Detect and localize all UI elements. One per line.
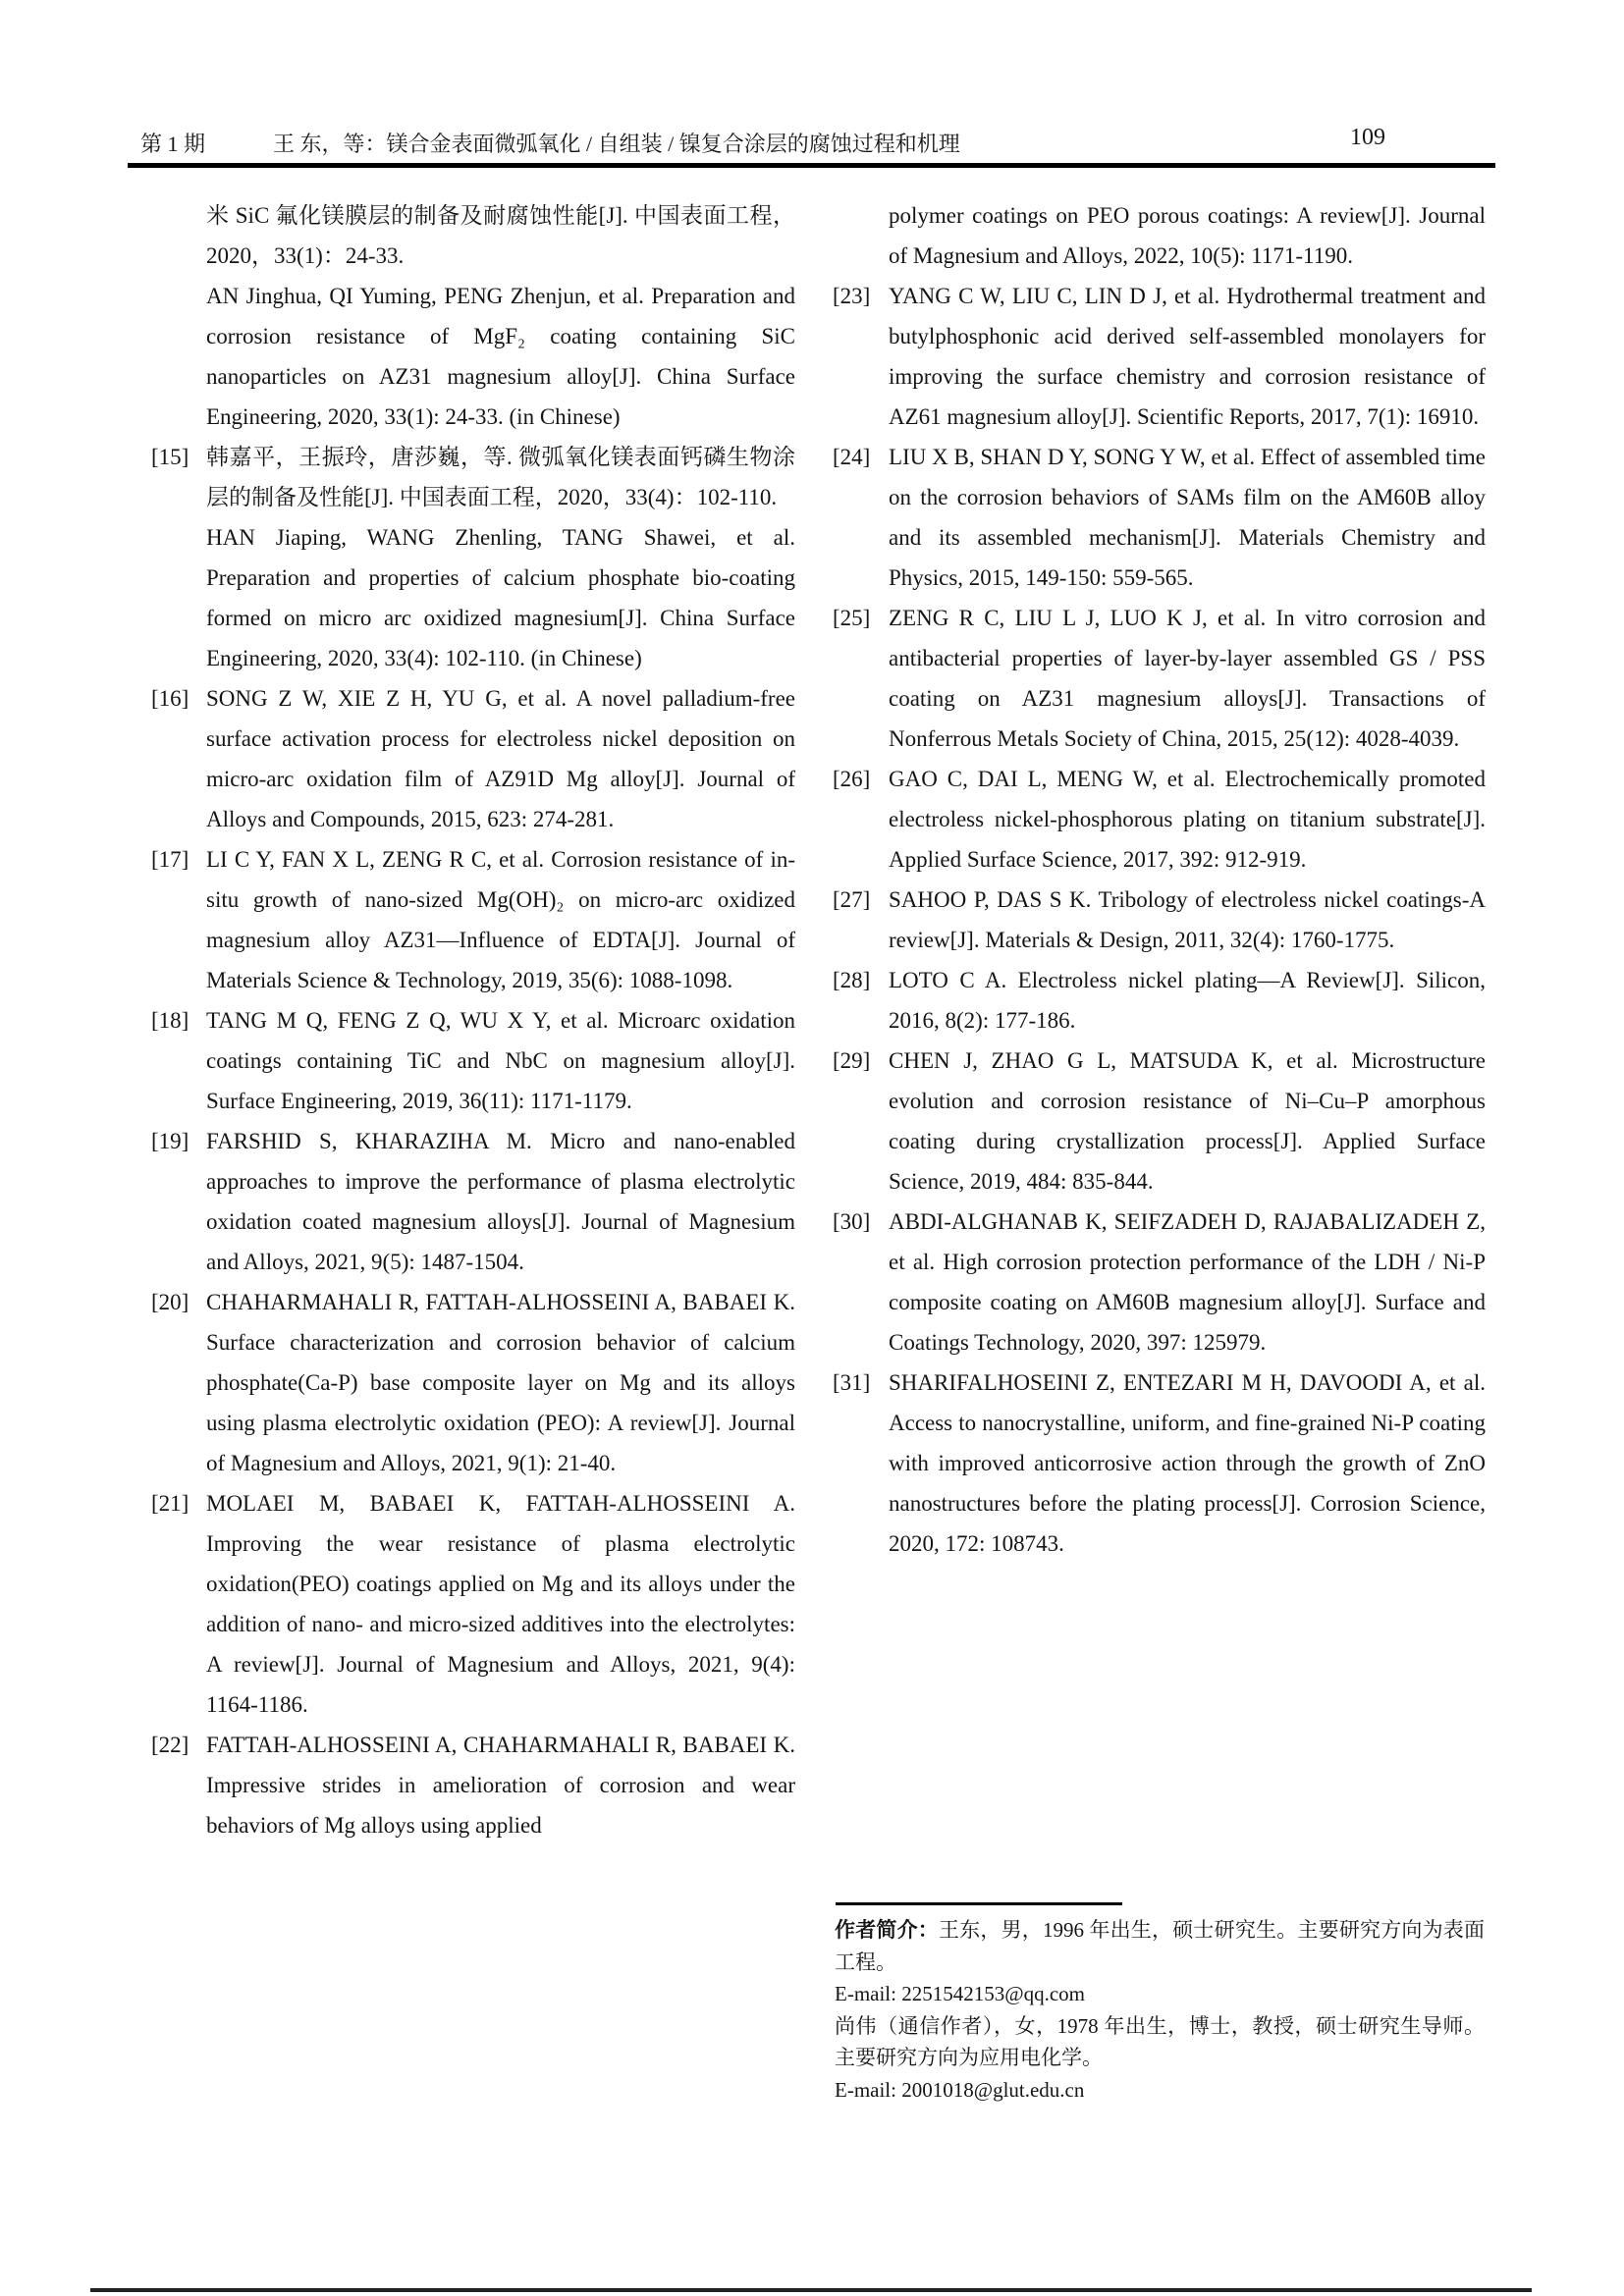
reference-label: [28] xyxy=(833,968,871,992)
reference-text: ABDI-ALGHANAB K, SEIFZADEH D, RAJABALIZADEH Z, et al. High corrosion protection performance of the LDH / Ni-P composite coating on AM60B magnesium alloy[J]. Surface and Coatings Technology, 2020, 397: 125979. xyxy=(889,1209,1486,1355)
references-right-column xyxy=(833,195,1486,1564)
reference-body xyxy=(206,1282,795,1483)
reference-body xyxy=(206,1121,795,1282)
reference-item xyxy=(151,839,795,1000)
footnote-rule xyxy=(836,1902,1122,1905)
reference-text: SHARIFALHOSEINI Z, ENTEZARI M H, DAVOODI A, et al. Access to nanocrystalline, uniform, and fine-grained Ni-P coating with improved anticorrosive action through the growth of ZnO nanostructures before the plating process[J]. Corrosion Science, 2020, 172: 108743. xyxy=(889,1370,1486,1556)
reference-label: [29] xyxy=(833,1048,871,1073)
reference-item xyxy=(151,195,795,437)
reference-body xyxy=(206,1483,795,1725)
reference-text: LIU X B, SHAN D Y, SONG Y W, et al. Effect of assembled time on the corrosion behaviors of SAMs film on the AM60B alloy and its assembled mechanism[J]. Materials Chemistry and Physics, 2015, 149-150: 559-565. xyxy=(889,445,1486,590)
reference-item xyxy=(833,437,1486,598)
reference-body xyxy=(206,1000,795,1121)
header-rule xyxy=(128,163,1495,168)
reference-item xyxy=(151,678,795,839)
reference-text: ZENG R C, LIU L J, LUO K J, et al. In vitro corrosion and antibacterial properties of layer-by-layer assembled GS / PSS coating on AZ31 magnesium alloys[J]. Transactions of Nonferrous Metals Society of China, 2015, 25(12): 4028-4039. xyxy=(889,606,1486,751)
reference-item xyxy=(833,759,1486,880)
reference-label: [20] xyxy=(151,1290,189,1314)
reference-body xyxy=(889,960,1486,1041)
reference-item xyxy=(151,1282,795,1483)
reference-label: [24] xyxy=(833,445,871,469)
reference-text: MOLAEI M, BABAEI K, FATTAH-ALHOSSEINI A. Improving the wear resistance of plasma electrolytic oxidation(PEO) coatings applied on Mg and its alloys under the addition of nano- and micro-sized additives into the electrolytes: A review[J]. Journal of Magnesium and Alloys, 2021, 9(4): 1164-1186. xyxy=(206,1491,795,1717)
reference-label: [15] xyxy=(151,445,189,469)
reference-body xyxy=(889,1041,1486,1201)
reference-text: 米 SiC 氟化镁膜层的制备及耐腐蚀性能[J]. 中国表面工程，2020，33(1)：24-33. xyxy=(206,203,795,268)
reference-text: LOTO C A. Electroless nickel plating—A Review[J]. Silicon, 2016, 8(2): 177-186. xyxy=(889,968,1486,1033)
reference-item xyxy=(833,276,1486,437)
reference-body xyxy=(206,678,795,839)
reference-label: [21] xyxy=(151,1491,189,1516)
header-issue-label: 第 1 期 xyxy=(140,132,206,156)
reference-body xyxy=(206,195,795,437)
reference-label: [25] xyxy=(833,606,871,630)
reference-label: [23] xyxy=(833,284,871,308)
reference-item xyxy=(833,1362,1486,1564)
reference-text: YANG C W, LIU C, LIN D J, et al. Hydrothermal treatment and butylphosphonic acid derived self-assembled monolayers for improving the surface chemistry and corrosion resistance of AZ61 magnesium alloy[J]. Scientific Reports, 2017, 7(1): 16910. xyxy=(889,284,1486,429)
reference-item xyxy=(833,880,1486,960)
reference-body xyxy=(889,276,1486,437)
reference-text: AN Jinghua, QI Yuming, PENG Zhenjun, et al. Preparation and corrosion resistance of MgF₂ coating containing SiC nanoparticles on AZ31 magnesium alloy[J]. China Surface Engineering, 2020, 33(1): 24-33. (in Chinese) xyxy=(206,284,795,429)
author-bio-first xyxy=(835,1914,1485,1978)
reference-label: [18] xyxy=(151,1008,189,1033)
reference-text: CHAHARMAHALI R, FATTAH-ALHOSSEINI A, BABAEI K. Surface characterization and corrosion behavior of calcium phosphate(Ca-P) base composite layer on Mg and its alloys using plasma electrolytic oxidation (PEO): A review[J]. Journal of Magnesium and Alloys, 2021, 9(1): 21-40. xyxy=(206,1290,795,1475)
reference-body xyxy=(889,1201,1486,1362)
reference-item xyxy=(833,195,1486,276)
reference-body xyxy=(206,839,795,1000)
reference-text: LI C Y, FAN X L, ZENG R C, et al. Corrosion resistance of in-situ growth of nano-sized Mg(OH)₂ on micro-arc oxidized magnesium alloy AZ31—Influence of EDTA[J]. Journal of Materials Science & Technology, 2019, 35(6): 1088-1098. xyxy=(206,847,795,992)
reference-body xyxy=(206,1725,795,1845)
reference-item xyxy=(833,1201,1486,1362)
reference-item xyxy=(151,1483,795,1725)
header-page-number: 109 xyxy=(1350,125,1385,150)
reference-item xyxy=(151,1121,795,1282)
reference-body xyxy=(889,1362,1486,1564)
reference-body xyxy=(889,437,1486,598)
reference-label: [16] xyxy=(151,686,189,711)
author-bio-text-2: 尚伟（通信作者），女，1978 年出生，博士，教授，硕士研究生导师。主要研究方向为应用电化学。 xyxy=(835,2013,1485,2069)
reference-body xyxy=(206,437,795,678)
reference-item xyxy=(833,960,1486,1041)
reference-label: [22] xyxy=(151,1733,189,1757)
reference-text: SAHOO P, DAS S K. Tribology of electroless nickel coatings-A review[J]. Materials & Design, 2011, 32(4): 1760-1775. xyxy=(889,887,1486,952)
reference-text: CHEN J, ZHAO G L, MATSUDA K, et al. Microstructure evolution and corrosion resistance of Ni–Cu–P amorphous coating during crystallization process[J]. Applied Surface Science, 2019, 484: 835-844. xyxy=(889,1048,1486,1194)
reference-label: [19] xyxy=(151,1129,189,1153)
reference-label: [17] xyxy=(151,847,189,872)
reference-text: 韩嘉平，王振玲，唐莎巍，等. 微弧氧化镁表面钙磷生物涂层的制备及性能[J]. 中国表面工程，2020，33(4)：102-110. xyxy=(206,445,795,509)
reference-body xyxy=(889,598,1486,759)
author-bio-footnote xyxy=(835,1914,1485,2106)
reference-item xyxy=(151,437,795,678)
reference-text: TANG M Q, FENG Z Q, WU X Y, et al. Microarc oxidation coatings containing TiC and NbC on magnesium alloy[J]. Surface Engineering, 2019, 36(11): 1171-1179. xyxy=(206,1008,795,1113)
reference-item xyxy=(151,1725,795,1845)
reference-text: FATTAH-ALHOSSEINI A, CHAHARMAHALI R, BABAEI K. Impressive strides in amelioration of corrosion and wear behaviors of Mg alloys using applied xyxy=(206,1733,795,1838)
reference-text: polymer coatings on PEO porous coatings: A review[J]. Journal of Magnesium and Alloys, 2022, 10(5): 1171-1190. xyxy=(889,203,1486,268)
reference-label: [26] xyxy=(833,767,871,791)
reference-body xyxy=(889,195,1486,276)
reference-label: [27] xyxy=(833,887,871,912)
reference-body xyxy=(889,880,1486,960)
reference-text: FARSHID S, KHARAZIHA M. Micro and nano-enabled approaches to improve the performance of plasma electrolytic oxidation coated magnesium alloys[J]. Journal of Magnesium and Alloys, 2021, 9(5): 1487-1504. xyxy=(206,1129,795,1274)
reference-text: SONG Z W, XIE Z H, YU G, et al. A novel palladium-free surface activation process for electroless nickel deposition on micro-arc oxidation film of AZ91D Mg alloy[J]. Journal of Alloys and Compounds, 2015, 623: 274-281. xyxy=(206,686,795,831)
scan-edge-artifact xyxy=(90,2288,1532,2292)
author-email-1: E-mail: 2251542153@qq.com xyxy=(835,1982,1085,2005)
references-left-column xyxy=(151,195,795,1845)
reference-label: [31] xyxy=(833,1370,871,1395)
reference-item xyxy=(151,1000,795,1121)
author-email-2: E-mail: 2001018@glut.edu.cn xyxy=(835,2077,1085,2102)
reference-text: GAO C, DAI L, MENG W, et al. Electrochemically promoted electroless nickel-phosphorous plating on titanium substrate[J]. Applied Surface Science, 2017, 392: 912-919. xyxy=(889,767,1486,872)
reference-body xyxy=(889,759,1486,880)
author-bio-text-1: 王东，男，1996 年出生，硕士研究生。主要研究方向为表面工程。 xyxy=(835,1918,1486,1974)
author-bio-label: 作者简介： xyxy=(835,1918,939,1942)
reference-text: HAN Jiaping, WANG Zhenling, TANG Shawei, et al. Preparation and properties of calcium phosphate bio-coating formed on micro arc oxidized magnesium[J]. China Surface Engineering, 2020, 33(4): 102-110. (in Chinese) xyxy=(206,525,795,670)
reference-item xyxy=(833,598,1486,759)
reference-label: [30] xyxy=(833,1209,871,1234)
reference-item xyxy=(833,1041,1486,1201)
header-running-title: 王 东，等：镁合金表面微弧氧化 / 自组装 / 镍复合涂层的腐蚀过程和机理 xyxy=(273,132,960,156)
